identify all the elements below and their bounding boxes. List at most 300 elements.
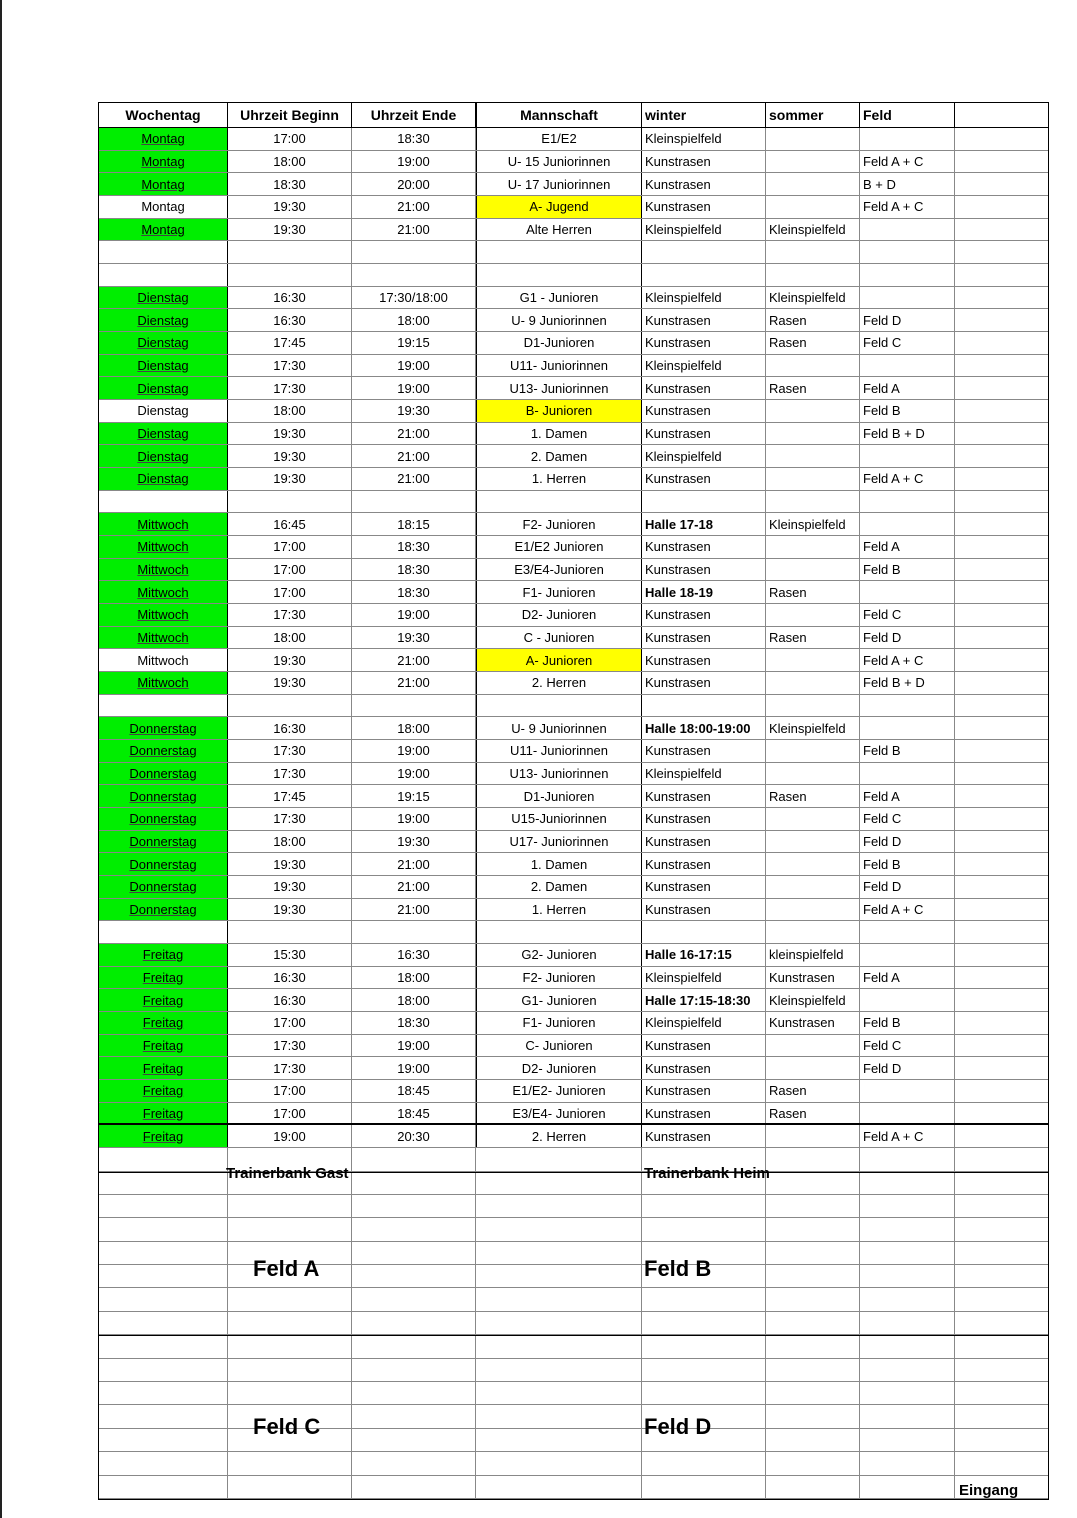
begin-cell xyxy=(228,1035,352,1057)
feld-cell xyxy=(860,649,955,671)
sommer-cell xyxy=(766,785,860,807)
schedule-row xyxy=(99,853,1048,876)
extra-cell xyxy=(955,831,1048,853)
sommer-cell xyxy=(766,717,860,739)
extra-cell xyxy=(955,808,1048,830)
schedule-row xyxy=(99,468,1048,491)
team-text: D2- Junioren xyxy=(521,607,597,623)
feld-text: Feld A + C xyxy=(863,902,924,918)
extra-cell xyxy=(955,355,1048,377)
team-text: D1-Junioren xyxy=(523,788,595,804)
begin-text: 19:30 xyxy=(273,902,306,918)
schedule-row xyxy=(99,808,1048,831)
begin-cell xyxy=(228,128,352,150)
layout-grid-cell xyxy=(99,1148,228,1170)
sommer-text: Kunstrasen xyxy=(769,970,835,986)
extra-cell xyxy=(955,672,1048,694)
end-cell xyxy=(352,763,476,785)
end-cell xyxy=(352,1125,476,1147)
feld-text: Feld C xyxy=(863,811,902,827)
header-wochentag: Wochentag xyxy=(99,103,228,127)
schedule-row xyxy=(99,831,1048,854)
winter-cell xyxy=(641,400,766,422)
layout-grid-cell xyxy=(476,1382,642,1404)
winter-cell xyxy=(641,581,766,603)
extra-cell xyxy=(955,219,1048,241)
feld-text: B + D xyxy=(863,176,896,192)
feld-text: Feld B xyxy=(863,856,901,872)
end-text: 20:00 xyxy=(397,176,430,192)
layout-grid-cell xyxy=(766,1359,860,1381)
team-cell xyxy=(476,921,642,943)
team-text: U11- Juniorinnen xyxy=(509,358,609,374)
layout-grid-cell xyxy=(352,1265,476,1287)
begin-cell xyxy=(228,717,352,739)
winter-cell xyxy=(641,649,766,671)
extra-cell xyxy=(955,400,1048,422)
layout-grid-cell xyxy=(352,1336,476,1357)
day-text: Mittwoch xyxy=(137,630,189,646)
team-text: A- Junioren xyxy=(525,652,593,668)
layout-grid-cell xyxy=(641,1288,766,1310)
layout-grid-cell xyxy=(955,1242,1048,1264)
feld-cell xyxy=(860,1012,955,1034)
sommer-text: Kleinspielfeld xyxy=(769,290,846,306)
winter-text: Kunstrasen xyxy=(645,380,711,396)
end-text: 18:30 xyxy=(397,562,430,578)
team-text: C - Junioren xyxy=(523,630,595,646)
end-text: 18:45 xyxy=(397,1083,430,1099)
layout-grid-cell xyxy=(228,1382,352,1404)
team-text: 2. Herren xyxy=(531,675,587,691)
team-cell xyxy=(476,355,642,377)
day-cell xyxy=(99,219,228,241)
feld-cell xyxy=(860,604,955,626)
winter-cell xyxy=(641,1012,766,1034)
layout-grid-cell xyxy=(476,1429,642,1451)
header-empty xyxy=(955,103,1048,127)
schedule-row xyxy=(99,196,1048,219)
begin-cell xyxy=(228,853,352,875)
begin-text: 19:30 xyxy=(273,879,306,895)
feld-cell xyxy=(860,445,955,467)
team-text: 2. Damen xyxy=(530,879,588,895)
feld-cell xyxy=(860,309,955,331)
team-text: B- Junioren xyxy=(525,403,593,419)
end-cell xyxy=(352,241,476,263)
winter-cell xyxy=(641,1103,766,1124)
team-cell xyxy=(476,785,642,807)
begin-cell xyxy=(228,944,352,966)
layout-grid-cell xyxy=(860,1242,955,1264)
day-text: Freitag xyxy=(142,1083,184,1099)
sommer-cell xyxy=(766,1125,860,1147)
feld-c-label: Feld C xyxy=(253,1414,321,1439)
extra-cell xyxy=(955,445,1048,467)
team-cell xyxy=(476,264,642,286)
team-cell xyxy=(476,173,642,195)
begin-text: 17:45 xyxy=(273,788,306,804)
layout-grid-cell xyxy=(476,1405,642,1427)
extra-cell xyxy=(955,717,1048,739)
day-text: Donnerstag xyxy=(129,743,197,759)
winter-text: Kunstrasen xyxy=(645,1038,711,1054)
team-text: F1- Junioren xyxy=(522,1015,596,1031)
sommer-cell xyxy=(766,627,860,649)
begin-text: 19:00 xyxy=(273,1128,306,1144)
layout-grid-cell xyxy=(476,1173,642,1194)
sommer-cell xyxy=(766,400,860,422)
layout-grid-cell xyxy=(352,1242,476,1264)
day-text: Dienstag xyxy=(137,403,189,419)
end-cell xyxy=(352,808,476,830)
begin-cell xyxy=(228,445,352,467)
begin-cell xyxy=(228,559,352,581)
extra-cell xyxy=(955,649,1048,671)
feld-cell xyxy=(860,173,955,195)
end-cell xyxy=(352,831,476,853)
winter-text: Kunstrasen xyxy=(645,562,711,578)
layout-grid-row xyxy=(99,1429,1048,1452)
layout-grid-cell xyxy=(476,1242,642,1264)
header-sommer: sommer xyxy=(766,103,860,127)
sommer-text: Rasen xyxy=(769,1083,807,1099)
begin-cell xyxy=(228,763,352,785)
extra-cell xyxy=(955,491,1048,513)
feld-text: Feld B xyxy=(863,1015,901,1031)
layout-grid-cell xyxy=(955,1173,1048,1194)
schedule-row xyxy=(99,332,1048,355)
layout-grid-cell xyxy=(766,1476,860,1498)
winter-cell xyxy=(641,695,766,717)
spacer-row xyxy=(99,695,1048,718)
day-cell xyxy=(99,740,228,762)
feld-cell xyxy=(860,377,955,399)
feld-text: Feld D xyxy=(863,1060,902,1076)
winter-cell xyxy=(641,491,766,513)
schedule-row xyxy=(99,763,1048,786)
begin-text: 17:00 xyxy=(273,1083,306,1099)
team-text: E1/E2- Junioren xyxy=(512,1083,606,1099)
layout-grid-row xyxy=(99,1288,1048,1311)
layout-grid-cell xyxy=(766,1452,860,1474)
feld-cell xyxy=(860,921,955,943)
feld-cell xyxy=(860,332,955,354)
team-text: U11- Juniorinnen xyxy=(509,743,609,759)
begin-text: 17:30 xyxy=(273,1060,306,1076)
layout-grid-cell xyxy=(99,1288,228,1310)
end-cell xyxy=(352,400,476,422)
layout-grid-cell xyxy=(860,1218,955,1240)
begin-text: 16:30 xyxy=(273,312,306,328)
winter-text: Kleinspielfeld xyxy=(645,448,722,464)
schedule-row xyxy=(99,967,1048,990)
schedule-row xyxy=(99,581,1048,604)
extra-cell xyxy=(955,967,1048,989)
day-text: Montag xyxy=(141,131,185,147)
begin-cell xyxy=(228,672,352,694)
schedule-row xyxy=(99,513,1048,536)
layout-grid-cell xyxy=(228,1359,352,1381)
layout-grid-cell xyxy=(228,1452,352,1474)
day-cell xyxy=(99,967,228,989)
begin-text: 19:30 xyxy=(273,199,306,215)
begin-text: 18:30 xyxy=(273,176,306,192)
extra-cell xyxy=(955,241,1048,263)
sommer-cell xyxy=(766,536,860,558)
day-cell xyxy=(99,309,228,331)
winter-cell xyxy=(641,627,766,649)
feld-text: Feld C xyxy=(863,607,902,623)
winter-text: Kunstrasen xyxy=(645,539,711,555)
schedule-row xyxy=(99,559,1048,582)
end-text: 18:00 xyxy=(397,720,430,736)
layout-grid-cell xyxy=(99,1382,228,1404)
layout-grid-cell xyxy=(955,1405,1048,1427)
team-text: U13- Juniorinnen xyxy=(509,766,609,782)
winter-text: Kunstrasen xyxy=(645,1128,711,1144)
end-text: 19:00 xyxy=(397,811,430,827)
layout-grid-cell xyxy=(860,1312,955,1334)
layout-grid-cell xyxy=(99,1173,228,1194)
extra-cell xyxy=(955,332,1048,354)
extra-cell xyxy=(955,627,1048,649)
winter-cell xyxy=(641,128,766,150)
day-cell xyxy=(99,627,228,649)
day-cell xyxy=(99,944,228,966)
feld-text: Feld A xyxy=(863,970,900,986)
feld-cell xyxy=(860,989,955,1011)
team-cell xyxy=(476,944,642,966)
end-text: 21:00 xyxy=(397,652,430,668)
day-text: Donnerstag xyxy=(129,902,197,918)
day-text: Freitag xyxy=(142,1038,184,1054)
layout-grid-cell xyxy=(955,1359,1048,1381)
team-cell xyxy=(476,559,642,581)
day-cell xyxy=(99,128,228,150)
extra-cell xyxy=(955,581,1048,603)
layout-grid-cell xyxy=(766,1405,860,1427)
day-cell xyxy=(99,1057,228,1079)
winter-text: Kleinspielfeld xyxy=(645,1015,722,1031)
winter-text: Kunstrasen xyxy=(645,630,711,646)
end-cell xyxy=(352,219,476,241)
day-cell xyxy=(99,808,228,830)
feld-cell xyxy=(860,355,955,377)
day-text: Donnerstag xyxy=(129,788,197,804)
layout-grid-cell xyxy=(352,1312,476,1334)
day-text: Montag xyxy=(141,153,185,169)
extra-cell xyxy=(955,287,1048,309)
begin-cell xyxy=(228,649,352,671)
layout-grid-row xyxy=(99,1265,1048,1288)
extra-cell xyxy=(955,173,1048,195)
sommer-text: Kleinspielfeld xyxy=(769,516,846,532)
end-text: 18:00 xyxy=(397,992,430,1008)
team-cell xyxy=(476,241,642,263)
extra-cell xyxy=(955,196,1048,218)
layout-grid-cell xyxy=(766,1195,860,1217)
layout-grid-cell xyxy=(476,1288,642,1310)
day-cell xyxy=(99,672,228,694)
team-cell xyxy=(476,763,642,785)
day-text: Donnerstag xyxy=(129,720,197,736)
layout-grid-cell xyxy=(352,1429,476,1451)
winter-cell xyxy=(641,967,766,989)
end-text: 19:00 xyxy=(397,766,430,782)
layout-grid-cell xyxy=(766,1148,860,1170)
extra-cell xyxy=(955,785,1048,807)
layout-grid-cell xyxy=(766,1312,860,1334)
sommer-text: Rasen xyxy=(769,380,807,396)
sommer-cell xyxy=(766,581,860,603)
layout-grid-cell xyxy=(766,1288,860,1310)
team-cell xyxy=(476,695,642,717)
team-text: 2. Damen xyxy=(530,448,588,464)
day-cell xyxy=(99,876,228,898)
team-cell xyxy=(476,1125,642,1147)
team-cell xyxy=(476,491,642,513)
spacer-row xyxy=(99,241,1048,264)
winter-cell xyxy=(641,173,766,195)
begin-text: 17:30 xyxy=(273,743,306,759)
winter-cell xyxy=(641,831,766,853)
begin-cell xyxy=(228,808,352,830)
team-cell xyxy=(476,1103,642,1124)
begin-text: 17:30 xyxy=(273,607,306,623)
trainerbank-gast-label: Trainerbank Gast xyxy=(226,1165,349,1182)
team-text: E1/E2 xyxy=(541,131,577,147)
feld-cell xyxy=(860,695,955,717)
team-cell xyxy=(476,423,642,445)
winter-text: Kunstrasen xyxy=(645,312,711,328)
sommer-text: Kunstrasen xyxy=(769,1015,835,1031)
winter-text: Kleinspielfeld xyxy=(645,358,722,374)
feld-cell xyxy=(860,876,955,898)
winter-text: Kunstrasen xyxy=(645,471,711,487)
schedule-row xyxy=(99,740,1048,763)
schedule-row xyxy=(99,944,1048,967)
end-cell xyxy=(352,899,476,921)
schedule-row xyxy=(99,649,1048,672)
schedule-row xyxy=(99,785,1048,808)
winter-text: Kunstrasen xyxy=(645,788,711,804)
spacer-row xyxy=(99,491,1048,514)
feld-cell xyxy=(860,717,955,739)
winter-cell xyxy=(641,785,766,807)
winter-text: Kunstrasen xyxy=(645,743,711,759)
layout-grid-cell xyxy=(860,1476,955,1498)
sommer-text: Rasen xyxy=(769,630,807,646)
layout-grid-cell xyxy=(99,1312,228,1334)
day-text: Mittwoch xyxy=(137,562,189,578)
team-text: U15-Juniorinnen xyxy=(511,811,607,827)
team-cell xyxy=(476,899,642,921)
feld-cell xyxy=(860,763,955,785)
sommer-cell xyxy=(766,377,860,399)
end-text: 21:00 xyxy=(397,856,430,872)
winter-text: Kunstrasen xyxy=(645,652,711,668)
schedule-row xyxy=(99,219,1048,242)
feld-cell xyxy=(860,264,955,286)
layout-grid-row xyxy=(99,1476,1048,1499)
end-cell xyxy=(352,627,476,649)
day-cell xyxy=(99,649,228,671)
end-text: 21:00 xyxy=(397,222,430,237)
layout-grid-cell xyxy=(641,1218,766,1240)
end-cell xyxy=(352,309,476,331)
winter-text: Kunstrasen xyxy=(645,856,711,872)
sommer-cell xyxy=(766,173,860,195)
begin-cell xyxy=(228,989,352,1011)
winter-text: Kunstrasen xyxy=(645,834,711,850)
winter-cell xyxy=(641,513,766,535)
winter-cell xyxy=(641,264,766,286)
layout-grid-cell xyxy=(99,1218,228,1240)
end-cell xyxy=(352,423,476,445)
feld-cell xyxy=(860,944,955,966)
layout-grid-cell xyxy=(766,1173,860,1194)
sommer-cell xyxy=(766,309,860,331)
end-cell xyxy=(352,1035,476,1057)
team-cell xyxy=(476,967,642,989)
begin-cell xyxy=(228,219,352,241)
team-text: U- 15 Juniorinnen xyxy=(507,153,611,169)
sommer-cell xyxy=(766,491,860,513)
winter-cell xyxy=(641,853,766,875)
extra-cell xyxy=(955,695,1048,717)
layout-grid-row xyxy=(99,1195,1048,1218)
schedule-row xyxy=(99,1103,1048,1126)
begin-text: 18:00 xyxy=(273,630,306,646)
winter-cell xyxy=(641,1057,766,1079)
day-text: Freitag xyxy=(142,1128,184,1144)
day-text: Dienstag xyxy=(137,290,189,306)
team-text: 2. Herren xyxy=(531,1128,587,1144)
day-text: Donnerstag xyxy=(129,856,197,872)
day-cell xyxy=(99,695,228,717)
layout-grid-cell xyxy=(860,1173,955,1194)
sommer-cell xyxy=(766,1103,860,1124)
sommer-cell xyxy=(766,672,860,694)
team-cell xyxy=(476,400,642,422)
team-text: E1/E2 Junioren xyxy=(514,539,604,555)
day-cell xyxy=(99,536,228,558)
winter-text: Kleinspielfeld xyxy=(645,290,722,306)
layout-grid-cell xyxy=(860,1265,955,1287)
begin-text: 19:30 xyxy=(273,471,306,487)
layout-grid-cell xyxy=(766,1265,860,1287)
layout-grid-cell xyxy=(955,1382,1048,1404)
begin-cell xyxy=(228,241,352,263)
layout-grid-cell xyxy=(955,1429,1048,1451)
feld-b-label: Feld B xyxy=(644,1256,712,1281)
end-text: 19:30 xyxy=(397,403,430,419)
winter-cell xyxy=(641,944,766,966)
winter-cell xyxy=(641,151,766,173)
winter-text: Halle 18:00-19:00 xyxy=(645,720,751,736)
layout-grid-cell xyxy=(641,1382,766,1404)
layout-grid-cell xyxy=(476,1476,642,1498)
begin-text: 18:00 xyxy=(273,403,306,419)
extra-cell xyxy=(955,309,1048,331)
team-text: G2- Junioren xyxy=(521,947,597,963)
begin-cell xyxy=(228,695,352,717)
winter-cell xyxy=(641,672,766,694)
team-cell xyxy=(476,1012,642,1034)
schedule-row xyxy=(99,423,1048,446)
schedule-row xyxy=(99,717,1048,740)
